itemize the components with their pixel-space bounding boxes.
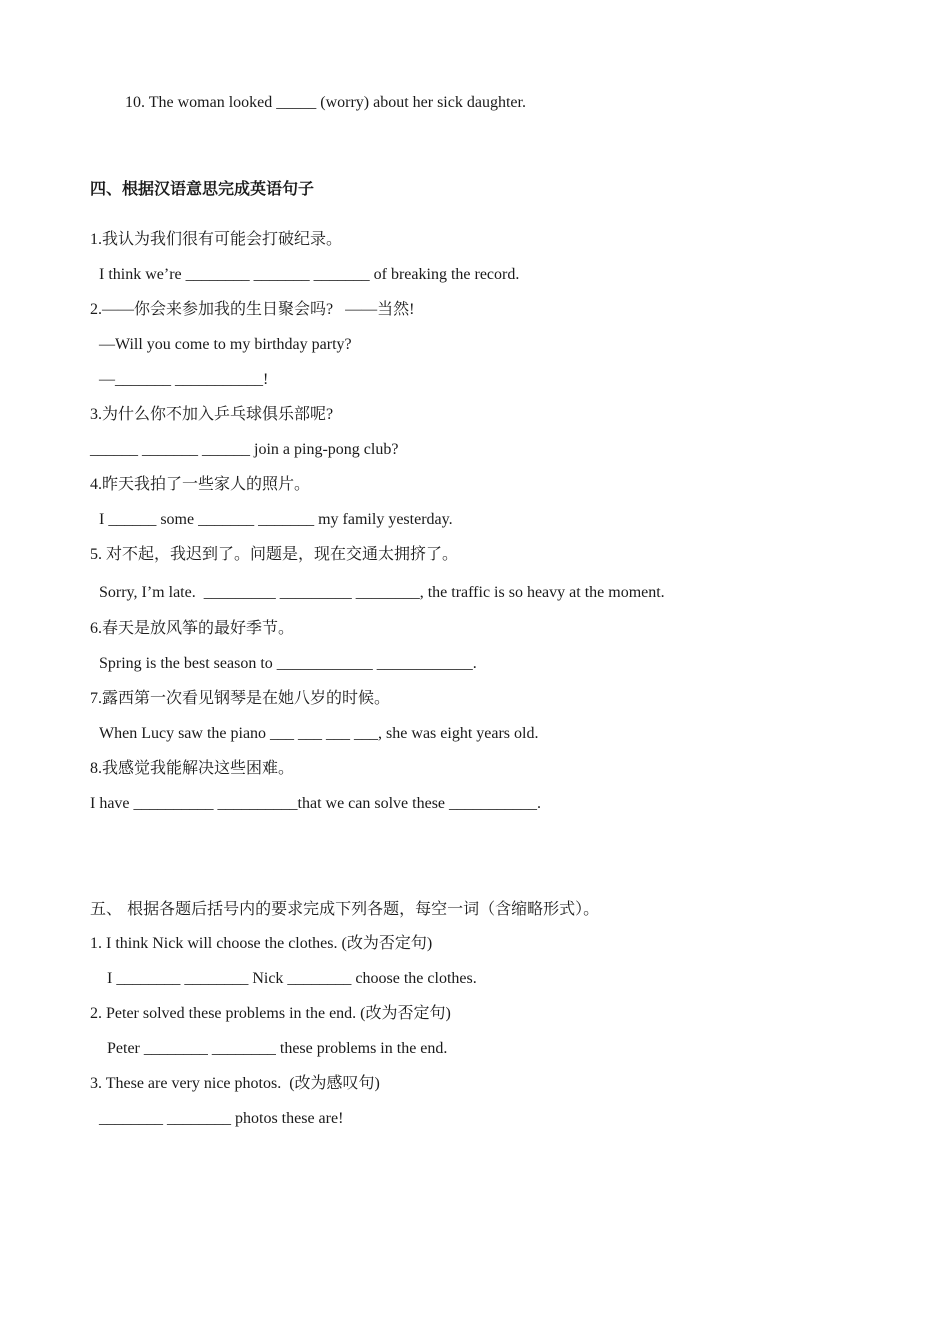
s4-item-4-chinese: 4.昨天我拍了一些家人的照片。 xyxy=(90,476,311,493)
s4-item-1-english: I think we’re ________ _______ _______ of breaking the record. xyxy=(99,266,520,283)
s4-item-4-english: I ______ some _______ _______ my family yesterday. xyxy=(99,511,453,528)
s4-item-7-chinese: 7.露西第一次看见钢琴是在她八岁的时候。 xyxy=(90,690,391,707)
s4-item-2-english: —Will you come to my birthday party? xyxy=(99,336,352,353)
s4-item-5-chinese: 5. 对不起，我迟到了。问题是，现在交通太拥挤了。 xyxy=(90,546,459,563)
s4-item-5-english: Sorry, I’m late. _________ _________ ________, the traffic is so heavy at the moment. xyxy=(99,584,665,601)
s4-item-2-english-answer: —_______ ___________! xyxy=(99,371,269,388)
question-10: 10. The woman looked _____ (worry) about her sick daughter. xyxy=(125,94,526,111)
s5-item-2-answer: Peter ________ ________ these problems in the end. xyxy=(107,1040,448,1057)
s5-item-2-question: 2. Peter solved these problems in the end. (改为否定句) xyxy=(90,1005,451,1022)
s4-item-2-chinese: 2.——你会来参加我的生日聚会吗? ——当然! xyxy=(90,301,415,318)
s5-item-3-answer: ________ ________ photos these are! xyxy=(99,1110,344,1127)
section-4-title: 四、根据汉语意思完成英语句子 xyxy=(90,179,315,198)
s4-item-3-chinese: 3.为什么你不加入乒乓球俱乐部呢? xyxy=(90,406,334,423)
s4-item-3-english: ______ _______ ______ join a ping-pong club? xyxy=(90,441,399,458)
s4-item-1-chinese: 1.我认为我们很有可能会打破纪录。 xyxy=(90,231,343,248)
s4-item-8-chinese: 8.我感觉我能解决这些困难。 xyxy=(90,760,295,777)
s4-item-7-english: When Lucy saw the piano ___ ___ ___ ___, she was eight years old. xyxy=(99,725,539,742)
s5-item-3-question: 3. These are very nice photos. (改为感叹句) xyxy=(90,1075,380,1092)
s4-item-6-chinese: 6.春天是放风筝的最好季节。 xyxy=(90,620,295,637)
s5-item-1-question: 1. I think Nick will choose the clothes. (改为否定句) xyxy=(90,935,433,952)
s4-item-6-english: Spring is the best season to ____________ ____________. xyxy=(99,655,477,672)
section-5-title: 五、 根据各题后括号内的要求完成下列各题，每空一词（含缩略形式）。 xyxy=(90,899,600,918)
s4-item-8-english: I have __________ __________that we can solve these ___________. xyxy=(90,795,542,812)
s5-item-1-answer: I ________ ________ Nick ________ choose the clothes. xyxy=(107,970,477,987)
